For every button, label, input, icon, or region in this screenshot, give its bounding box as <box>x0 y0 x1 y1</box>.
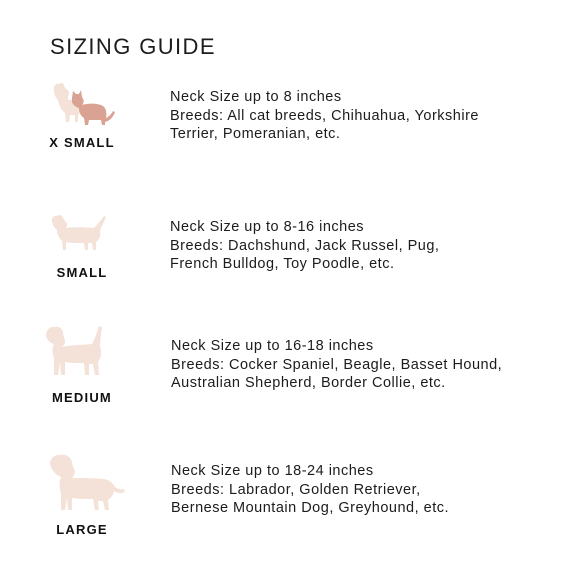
breeds-text: Breeds: Cocker Spaniel, Beagle, Basset Hound, <box>171 356 503 373</box>
size-description-large <box>171 462 531 518</box>
labrador-icon <box>46 452 128 512</box>
neck-size-text: Neck Size up to 8 inches <box>170 89 342 105</box>
page-title: SIZING GUIDE <box>50 34 216 59</box>
neck-size-text: Neck Size up to 16-18 inches <box>171 338 374 354</box>
dachshund-icon <box>48 210 110 252</box>
size-label-small: SMALL <box>56 265 108 280</box>
breeds-text: Terrier, Pomeranian, etc. <box>170 126 341 142</box>
breeds-text: Australian Shepherd, Border Collie, etc. <box>171 375 446 391</box>
beagle-icon <box>42 322 108 378</box>
breeds-text: French Bulldog, Toy Poodle, etc. <box>170 256 395 272</box>
size-label-x-small: X SMALL <box>49 135 115 150</box>
breeds-text: Breeds: Labrador, Golden Retriever, <box>171 481 421 498</box>
size-description-x-small <box>170 88 530 144</box>
neck-size-text: Neck Size up to 18-24 inches <box>171 463 374 479</box>
neck-size-text: Neck Size up to 8-16 inches <box>170 219 365 235</box>
cat-and-small-dog-icon <box>48 80 118 126</box>
size-description-medium <box>171 337 531 393</box>
breeds-text: Bernese Mountain Dog, Greyhound, etc. <box>171 500 450 516</box>
breeds-text: Breeds: Dachshund, Jack Russel, Pug, <box>170 237 440 254</box>
breeds-text: Breeds: All cat breeds, Chihuahua, Yorkshire <box>170 107 479 124</box>
size-label-medium: MEDIUM <box>52 390 112 405</box>
size-label-large: LARGE <box>56 522 108 537</box>
size-description-small <box>170 218 530 274</box>
